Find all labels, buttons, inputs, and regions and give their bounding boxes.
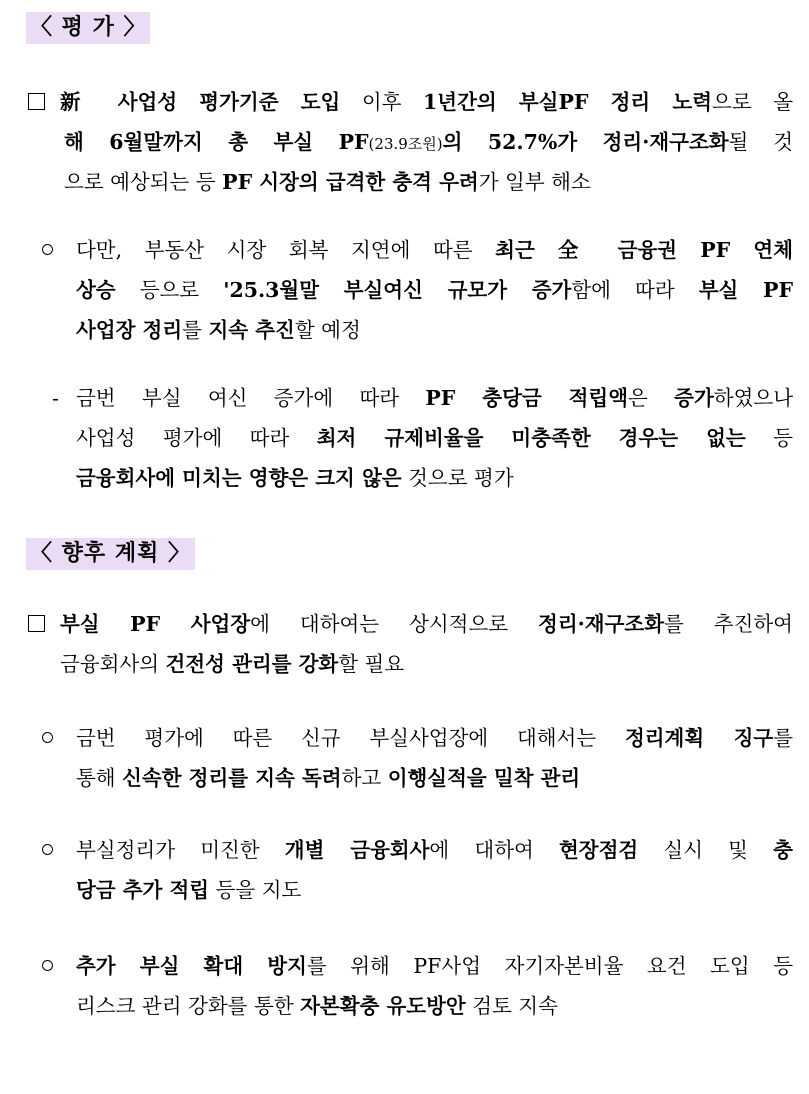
- evaluation-detail-item: [24, 378, 793, 498]
- text: 상승 등으로 '25.3월말 부실여신 규모가 증가함에 따라 부실 PF: [76, 278, 793, 302]
- text: 금번 평가에 따른 신규 부실사업장에 대해서는 정리계획 징구를: [76, 726, 793, 750]
- text: 으로 예상되는 등 PF 시장의 급격한 충격 우려가 일부 해소: [64, 170, 591, 194]
- bullet-circle-icon: [42, 960, 53, 971]
- plan-subitem: [24, 718, 793, 798]
- dash-marker: -: [52, 386, 59, 410]
- text: 금융회사의 건전성 관리를 강화할 필요: [60, 652, 405, 676]
- checkbox-square-icon: [28, 615, 45, 632]
- evaluation-summary-item: [24, 82, 793, 202]
- plan-subitem: [24, 946, 793, 1026]
- text: 금번 부실 여신 증가에 따라 PF 충당금 적립액은 증가하였으나: [76, 386, 793, 410]
- text: 다만, 부동산 시장 회복 지연에 따른 최근 全 금융권 PF 연체: [76, 238, 794, 262]
- text: 부실 PF 사업장에 대하여는 상시적으로 정리·재구조화를 추진하여: [60, 612, 793, 636]
- text: 해 6월말까지 총 부실 PF(23.9조원)의 52.7%가 정리·재구조화될 것: [64, 130, 793, 154]
- text: 당금 추가 적립 등을 지도: [76, 878, 302, 902]
- text: 新 사업성 평가기준 도입 이후 1년간의 부실PF 정리 노력으로 올: [60, 90, 793, 114]
- bullet-circle-icon: [42, 844, 53, 855]
- text: 사업장 정리를 지속 추진할 예정: [76, 318, 361, 342]
- section-heading-future-plan: 〈 향후 계획 〉: [26, 538, 195, 570]
- text: 부실정리가 미진한 개별 금융회사에 대하여 현장점검 실시 및 충: [76, 838, 793, 862]
- text: 추가 부실 확대 방지를 위해 PF사업 자기자본비율 요건 도입 등: [76, 954, 793, 978]
- text: 금융회사에 미치는 영향은 크지 않은 것으로 평가: [76, 466, 514, 490]
- bullet-circle-icon: [42, 732, 53, 743]
- section-heading-evaluation: 〈 평 가 〉: [26, 12, 150, 44]
- evaluation-subitem: [24, 230, 793, 350]
- text: 통해 신속한 정리를 지속 독려하고 이행실적을 밀착 관리: [76, 766, 581, 790]
- plan-summary-item: [24, 604, 793, 684]
- text: 사업성 평가에 따라 최저 규제비율을 미충족한 경우는 없는 등: [76, 426, 793, 450]
- bullet-circle-icon: [42, 244, 53, 255]
- checkbox-square-icon: [28, 93, 45, 110]
- plan-subitem: [24, 830, 793, 910]
- text: 리스크 관리 강화를 통한 자본확충 유도방안 검토 지속: [76, 994, 558, 1018]
